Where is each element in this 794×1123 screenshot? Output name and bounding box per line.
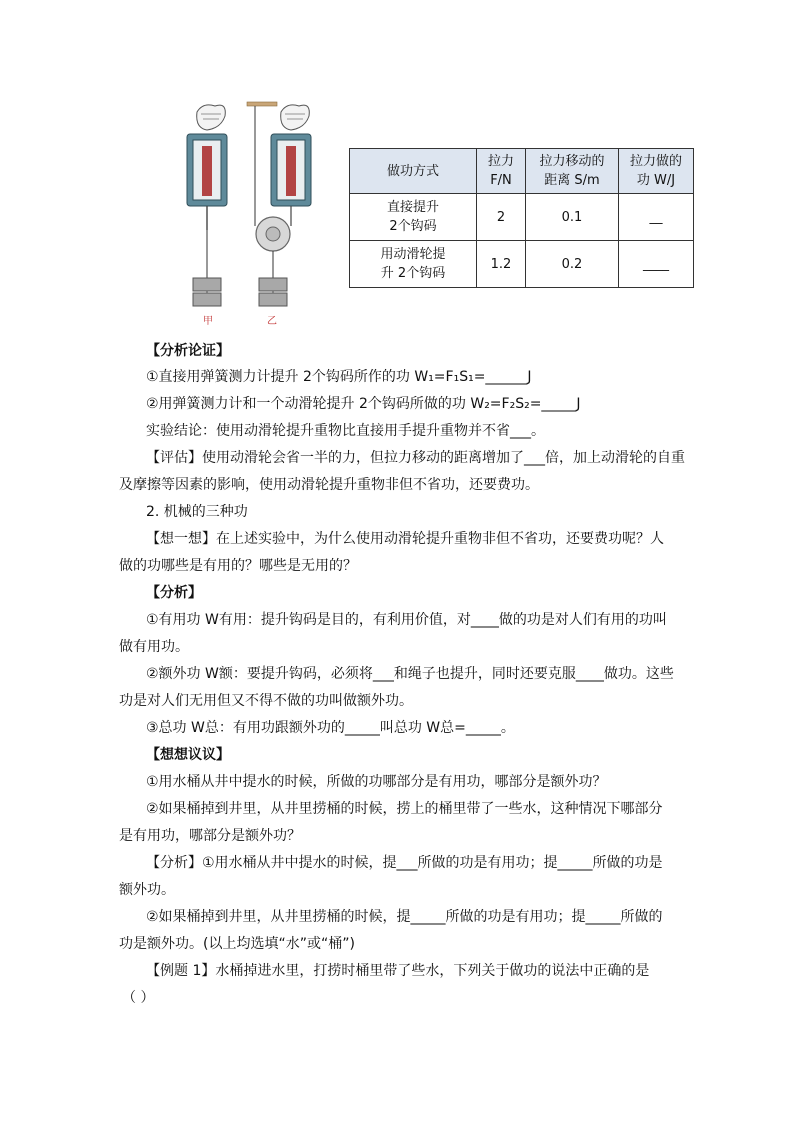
text-line: ③总功 W总：有用功跟额外功的_____叫总功 W总=_____。 (146, 720, 515, 736)
table-cell: 2 (477, 194, 526, 241)
text-line: 【分析】①用水桶从井中提水的时候，提___所做的功是有用功；提_____所做的功是 (146, 855, 663, 871)
table-row (350, 194, 694, 241)
text-line: 功是对人们无用但又不得不做的功叫做额外功。 (119, 693, 413, 709)
text-line: ②如果桶掉到井里，从井里捞桶的时候，捞上的桶里带了一些水，这种情况下哪部分 (146, 801, 663, 817)
experiment-table (349, 148, 694, 288)
text-line: 【评估】使用动滑轮会省一半的力，但拉力移动的距离增加了___倍，加上动滑轮的自重 (146, 450, 685, 466)
text-line: 【想一想】在上述实验中，为什么使用动滑轮提升重物非但不省功，还要费功呢？人 (146, 531, 664, 547)
text-line: ②如果桶掉到井里，从井里捞桶的时候，提_____所做的功是有用功；提_____所做的 (146, 909, 663, 925)
text-line: 做的功哪些是有用的？哪些是无用的？ (119, 558, 357, 574)
text-line: 做有用功。 (119, 639, 189, 655)
table-header-cell: 拉力做的 功 W/J (619, 149, 694, 194)
table-cell: 1.2 (477, 241, 526, 288)
table-cell: 用动滑轮提 升 2个钩码 (350, 241, 477, 288)
text-line: ②额外功 W额：要提升钩码，必须将___和绳子也提升，同时还要克服____做功。这些 (146, 666, 674, 682)
table-header-cell: 做功方式 (350, 149, 477, 194)
table-cell: 0.1 (526, 194, 619, 241)
table-row (350, 241, 694, 288)
section-heading: 【分析论证】 (146, 343, 230, 359)
table-cell: __ (619, 194, 694, 241)
example-question: 【例题 1】水桶掉进水里，打捞时桶里带了些水，下列关于做功的说法中正确的是 (146, 963, 650, 979)
table-cell: 0.2 (526, 241, 619, 288)
answer-bracket: （ ） (122, 990, 155, 1006)
figure-label-right: 乙 (267, 316, 277, 327)
subsection-heading: 2. 机械的三种功 (146, 504, 248, 520)
table-header-cell: 拉力 F/N (477, 149, 526, 194)
table-cell: 直接提升 2个钩码 (350, 194, 477, 241)
section-heading: 【分析】 (146, 585, 202, 601)
table-header-row (350, 149, 694, 194)
table-cell: ____ (619, 241, 694, 288)
left-spring-scale (187, 105, 227, 306)
text-line: 额外功。 (119, 882, 175, 898)
text-line: ①直接用弹簧测力计提升 2个钩码所作的功 W₁=F₁S₁=______J (146, 369, 532, 385)
text-line: 是有用功，哪部分是额外功？ (119, 828, 301, 844)
text-line: 功是额外功。(以上均选填“水”或“桶”) (119, 936, 355, 952)
table-header-cell: 拉力移动的 距离 S/m (526, 149, 619, 194)
text-line: ①有用功 W有用：提升钩码是目的，有利用价值，对____做的功是对人们有用的功叫 (146, 612, 667, 628)
text-line: ①用水桶从井中提水的时候，所做的功哪部分是有用功，哪部分是额外功？ (146, 774, 607, 790)
text-line: 实验结论：使用动滑轮提升重物比直接用手提升重物并不省___。 (146, 423, 545, 439)
right-pulley-setup (247, 102, 311, 306)
section-heading: 【想想议议】 (146, 747, 230, 763)
figure-label-left: 甲 (203, 316, 213, 327)
text-line: 及摩擦等因素的影响，使用动滑轮提升重物非但不省功，还要费功。 (119, 477, 539, 493)
spring-scale-pulley-figure (185, 100, 335, 330)
text-line: ②用弹簧测力计和一个动滑轮提升 2个钩码所做的功 W₂=F₂S₂=_____J (146, 396, 581, 412)
